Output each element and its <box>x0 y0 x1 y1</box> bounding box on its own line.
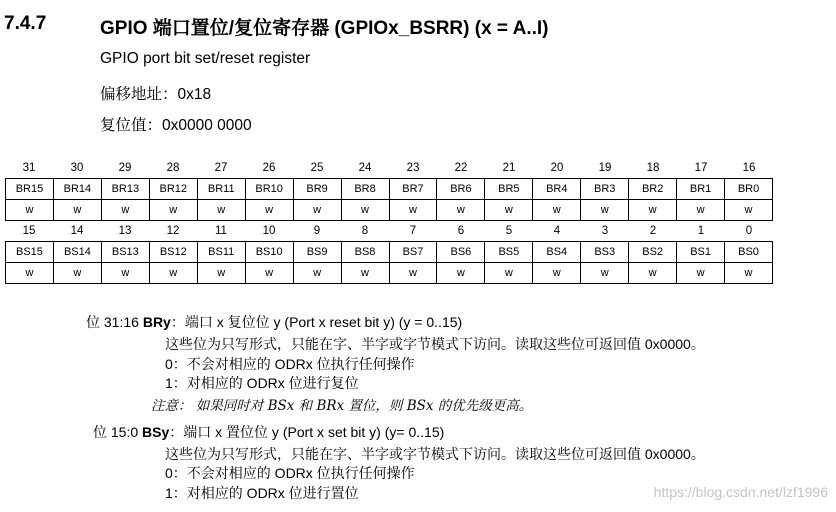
field-cell: BS13 <box>102 242 150 263</box>
access-cell: w <box>581 263 629 284</box>
bit-number: 15 <box>22 225 36 237</box>
br-desc-line1: 这些位为只写形式，只能在字、半字或字节模式下访问。读取这些位可返回值 0x0000。 <box>165 336 705 352</box>
field-cell: BR2 <box>629 179 677 200</box>
bit-number: 20 <box>550 162 564 174</box>
bit-number: 11 <box>215 225 227 237</box>
access-cell: w <box>629 263 677 284</box>
bit-number: 25 <box>310 162 324 174</box>
bit-number: 6 <box>457 225 465 237</box>
bit-number: 21 <box>502 162 516 174</box>
field-cell: BS6 <box>437 242 485 263</box>
bit-number: 18 <box>646 162 660 174</box>
bit-number: 5 <box>505 225 513 237</box>
bit-number: 10 <box>262 225 276 237</box>
bit-number: 2 <box>649 225 657 237</box>
bs-bit-range: 位 15:0 <box>93 424 139 440</box>
field-cell: BS1 <box>677 242 725 263</box>
access-cell: w <box>150 263 198 284</box>
access-cell: w <box>725 200 773 221</box>
access-cell: w <box>198 200 246 221</box>
field-cell: BR7 <box>390 179 438 200</box>
bit-number: 14 <box>70 225 84 237</box>
access-cell: w <box>294 200 342 221</box>
br-field-name: BRy <box>142 314 171 330</box>
access-cell: w <box>581 200 629 221</box>
access-cell: w <box>6 200 54 221</box>
bit-number: 8 <box>361 225 369 237</box>
access-cell: w <box>629 200 677 221</box>
bs-field-summary: ：端口 x 置位位 y (Port x set bit y) (y= 0..15) <box>169 424 445 440</box>
field-cell: BS8 <box>342 242 390 263</box>
field-cell: BR10 <box>246 179 294 200</box>
bs-field-header <box>93 422 444 442</box>
br-field-header <box>86 312 462 332</box>
field-cell: BS14 <box>54 242 102 263</box>
upper-bit-numbers <box>5 158 773 178</box>
bs-field-name: BSy <box>142 424 170 440</box>
lower-bit-numbers <box>5 221 773 241</box>
bit-number: 26 <box>262 162 276 174</box>
bit-number: 24 <box>358 162 372 174</box>
bit-number: 12 <box>166 225 180 237</box>
field-cell: BR13 <box>102 179 150 200</box>
field-cell: BR6 <box>437 179 485 200</box>
register-subtitle: GPIO port bit set/reset register <box>100 50 311 67</box>
access-cell: w <box>198 263 246 284</box>
watermark: https://blog.csdn.net/lzf1996 <box>653 484 828 500</box>
br-bit-range: 位 31:16 <box>86 314 139 330</box>
br-desc-line2: 0：不会对相应的 ODRx 位执行任何操作 <box>165 356 415 372</box>
access-cell: w <box>246 263 294 284</box>
field-cell: BS9 <box>294 242 342 263</box>
offset-address: 偏移地址：0x18 <box>100 86 212 103</box>
bs-desc-line2: 0：不会对相应的 ODRx 位执行任何操作 <box>165 465 415 481</box>
access-cell: w <box>533 263 581 284</box>
access-cell: w <box>6 263 54 284</box>
bit-number: 22 <box>454 162 468 174</box>
bit-number: 29 <box>118 162 132 174</box>
access-cell: w <box>485 263 533 284</box>
access-cell: w <box>342 263 390 284</box>
section-title: GPIO 端口置位/复位寄存器 (GPIOx_BSRR) (x = A..I) <box>100 18 549 39</box>
bit-number: 31 <box>22 162 36 174</box>
field-cell: BR0 <box>725 179 773 200</box>
bit-number: 16 <box>742 162 756 174</box>
field-cell: BR11 <box>198 179 246 200</box>
access-cell: w <box>102 263 150 284</box>
bit-number: 19 <box>598 162 612 174</box>
bit-number: 30 <box>70 162 84 174</box>
reset-value: 复位值：0x0000 0000 <box>100 117 252 134</box>
br-note: 注意： 如果同时对 BSx 和 BRx 置位，则 BSx 的优先级更高。 <box>151 398 533 414</box>
bit-number: 3 <box>601 225 609 237</box>
field-cell: BR4 <box>533 179 581 200</box>
field-cell: BS3 <box>581 242 629 263</box>
access-cell: w <box>677 263 725 284</box>
access-cell: w <box>54 200 102 221</box>
access-cell: w <box>485 200 533 221</box>
field-cell: BR3 <box>581 179 629 200</box>
field-cell: BS0 <box>725 242 773 263</box>
field-cell: BS2 <box>629 242 677 263</box>
lower-field-names <box>5 241 773 263</box>
field-cell: BR14 <box>54 179 102 200</box>
field-cell: BS7 <box>390 242 438 263</box>
bs-desc-line3: 1：对相应的 ODRx 位进行置位 <box>165 485 359 501</box>
bs-desc-line1: 这些位为只写形式，只能在字、半字或字节模式下访问。读取这些位可返回值 0x0000。 <box>165 446 705 462</box>
field-cell: BR1 <box>677 179 725 200</box>
field-cell: BS15 <box>6 242 54 263</box>
field-cell: BS12 <box>150 242 198 263</box>
bit-number: 23 <box>406 162 420 174</box>
upper-field-names <box>5 178 773 200</box>
bit-number: 13 <box>118 225 132 237</box>
bit-number: 28 <box>166 162 180 174</box>
access-cell: w <box>342 200 390 221</box>
access-cell: w <box>54 263 102 284</box>
access-cell: w <box>294 263 342 284</box>
access-cell: w <box>437 263 485 284</box>
br-desc-line3: 1：对相应的 ODRx 位进行复位 <box>165 375 359 391</box>
br-field-summary: ：端口 x 复位位 y (Port x reset bit y) (y = 0..15) <box>170 314 463 330</box>
field-cell: BR12 <box>150 179 198 200</box>
bit-number: 0 <box>745 225 753 237</box>
access-cell: w <box>390 263 438 284</box>
access-cell: w <box>102 200 150 221</box>
field-cell: BR9 <box>294 179 342 200</box>
field-cell: BS4 <box>533 242 581 263</box>
section-number: 7.4.7 <box>4 13 47 34</box>
field-cell: BR5 <box>485 179 533 200</box>
access-cell: w <box>246 200 294 221</box>
access-cell: w <box>533 200 581 221</box>
bit-number: 4 <box>553 225 561 237</box>
access-cell: w <box>677 200 725 221</box>
lower-access-types <box>5 263 773 284</box>
upper-access-types <box>5 200 773 221</box>
field-cell: BS11 <box>198 242 246 263</box>
access-cell: w <box>150 200 198 221</box>
field-cell: BS5 <box>485 242 533 263</box>
field-cell: BR15 <box>6 179 54 200</box>
access-cell: w <box>725 263 773 284</box>
access-cell: w <box>437 200 485 221</box>
bit-number: 1 <box>697 225 705 237</box>
bit-number: 9 <box>313 225 321 237</box>
access-cell: w <box>390 200 438 221</box>
bit-number: 17 <box>694 162 708 174</box>
bit-number: 27 <box>214 162 228 174</box>
field-cell: BS10 <box>246 242 294 263</box>
register-bit-table <box>5 158 773 284</box>
field-cell: BR8 <box>342 179 390 200</box>
bit-number: 7 <box>409 225 417 237</box>
